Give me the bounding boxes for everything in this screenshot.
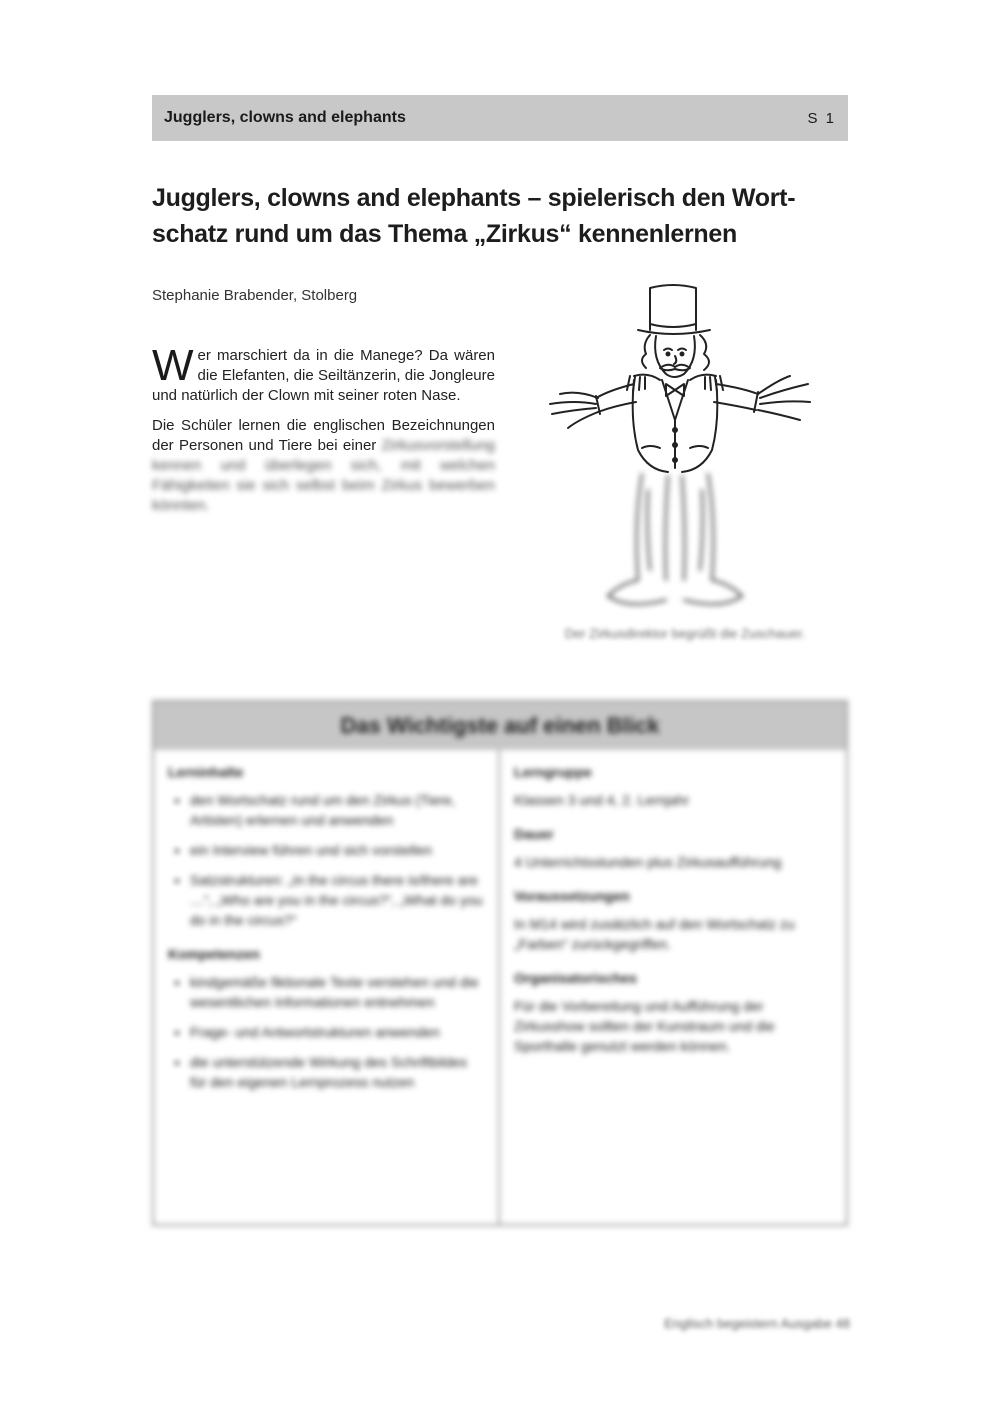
article-title xyxy=(152,180,852,252)
summary-box xyxy=(152,700,848,1226)
summary-columns xyxy=(154,750,846,1224)
lerngruppe-text: Klassen 3 und 4, 2. Lernjahr xyxy=(514,792,690,808)
list-item: • die unterstützende Wirkung des Schriftbildes für den eigenen Lernprozess nutzen xyxy=(190,1052,484,1092)
lerninhalte-heading: Lerninhalte xyxy=(168,764,244,780)
summary-left-column xyxy=(154,750,500,1224)
intro-paragraph-2-blurred: Zirkusvorstellung kennen und überlegen sich, mit welchen Fähigkeiten sie sich selbst beim Zirkus bewerben könnten. xyxy=(152,437,496,514)
kompetenzen-heading: Kompetenzen xyxy=(168,946,260,962)
title-line-2: schatz rund um das Thema „Zirkus“ kennenlernen xyxy=(152,220,737,248)
list-item: • kindgemäße fiktionale Texte verstehen und die wesentlichen Informationen entnehmen xyxy=(190,972,484,1012)
summary-heading: Das Wichtigste auf einen Blick xyxy=(154,702,846,750)
organisatorisches-heading: Organisatorisches xyxy=(514,970,637,986)
illustration-caption: Der Zirkusdirektor begrüßt die Zuschauer. xyxy=(564,626,806,641)
page-header-bar xyxy=(152,95,848,141)
lerngruppe-heading: Lerngruppe xyxy=(514,764,592,780)
dauer-text: 4 Unterrichtsstunden plus Zirkusaufführung xyxy=(514,854,782,870)
kompetenzen-list xyxy=(168,972,484,1092)
dauer-heading: Dauer xyxy=(514,826,554,842)
drop-cap: W xyxy=(152,341,194,390)
page-footer: Englisch begeistern Ausgabe 48 xyxy=(664,1316,850,1331)
intro-paragraph-2-visible: Die Schüler lernen die englischen Bezeichnungen der Personen und Tiere bei einer xyxy=(152,417,495,454)
voraussetzungen-heading: Voraussetzungen xyxy=(514,888,630,904)
title-line-1: Jugglers, clowns and elephants – spielerisch den Wort- xyxy=(152,184,796,212)
list-item: • Frage- und Antwortstrukturen anwenden xyxy=(190,1022,484,1042)
author-line: Stephanie Brabender, Stolberg xyxy=(152,287,358,304)
list-item: • ein Interview führen und sich vorstellen xyxy=(190,840,484,860)
list-item: • den Wortschatz rund um den Zirkus (Tiere, Artisten) erlernen und anwenden xyxy=(190,790,484,830)
list-item: • Satzstrukturen: „In the circus there is/there are …“, „Who are you in the circus?“, „What do you do in the circus?“ xyxy=(190,870,484,930)
ringmaster-lower-drawing xyxy=(538,280,828,620)
intro-paragraph-2 xyxy=(152,416,495,516)
lerninhalte-list xyxy=(168,790,484,930)
intro-paragraph-1-text: er marschiert da in die Manege? Da wären die Elefanten, die Seiltänzerin, die Jongleure und natürlich der Clown mit seiner roten Nase. xyxy=(152,347,495,404)
page-number: S 1 xyxy=(807,109,836,127)
ringmaster-illustration xyxy=(538,280,828,620)
intro-paragraph-1 xyxy=(152,341,495,406)
header-title: Jugglers, clowns and elephants xyxy=(164,109,406,126)
organisatorisches-text: Für die Vorbereitung und Aufführung der Zirkusshow sollten der Kunstraum und die Sporthalle genutzt werden können. xyxy=(514,998,775,1054)
summary-right-column xyxy=(500,750,846,1224)
intro-text xyxy=(152,341,496,526)
voraussetzungen-text: In M14 wird zusätzlich auf den Wortschatz zu „Farben“ zurückgegriffen. xyxy=(514,916,795,952)
